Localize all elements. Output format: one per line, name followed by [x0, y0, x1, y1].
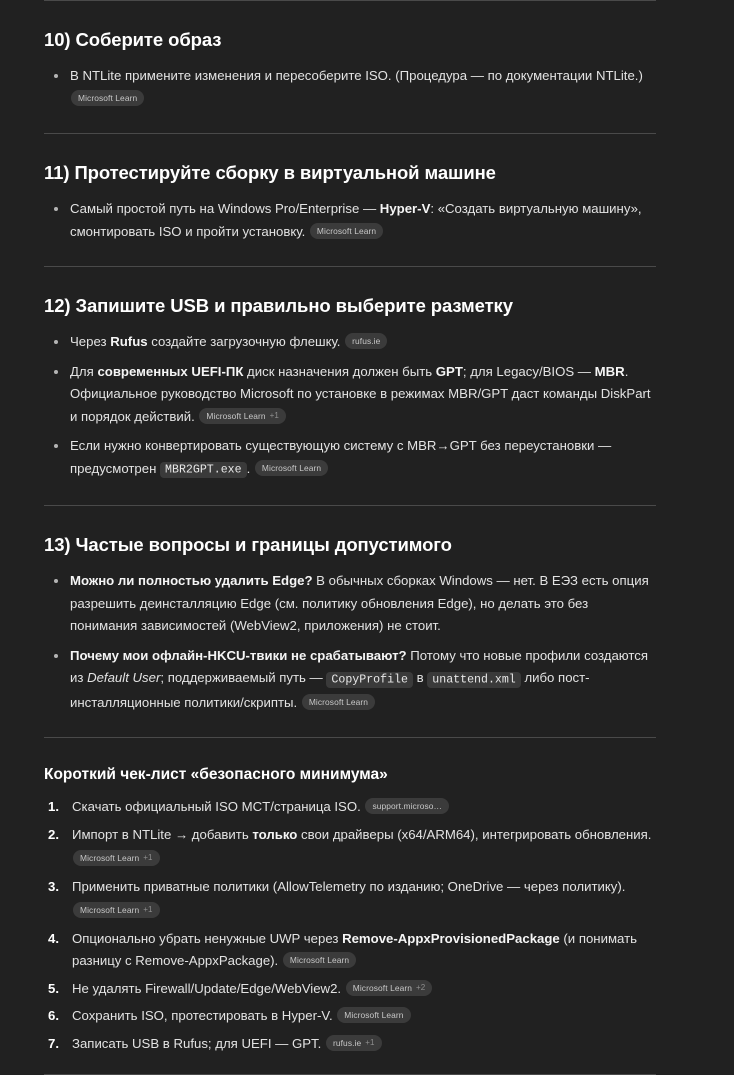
- bullet-bold-part: Rufus: [110, 334, 148, 349]
- citation-chip-label: Microsoft Learn: [308, 696, 369, 707]
- bullet-bold-part: Почему мои офлайн-HKCU-твики не срабатывают?: [70, 647, 407, 663]
- checklist-text-part: Скачать официальный ISO MCT/страница ISO.: [72, 799, 361, 814]
- list-item: [44, 1005, 656, 1028]
- list-item: [44, 928, 656, 973]
- list-item: [44, 65, 656, 110]
- bullet-bold-part: GPT: [435, 363, 463, 379]
- bullet-text-part: Самый простой путь на Windows Pro/Enterprise —: [70, 201, 380, 216]
- checklist-text-part: (и понимать разницу с Remove-AppxPackage).: [72, 930, 637, 968]
- citation-chip-label: Microsoft Learn: [261, 462, 322, 473]
- list-item: [44, 570, 656, 638]
- list-item: [44, 824, 656, 871]
- bullet-text-part: диск назначения должен быть: [243, 363, 436, 379]
- citation-chip-label: Microsoft Learn: [206, 410, 266, 421]
- citation-chip[interactable]: [326, 1035, 382, 1051]
- bullet-text-part: Если нужно конвертировать существующую систему с MBR→GPT без переустановки — предусмотрен: [70, 438, 612, 476]
- checklist-section: [44, 738, 656, 1074]
- list-item: [44, 876, 656, 923]
- citation-chip[interactable]: [302, 694, 375, 710]
- section-13-bullet-list: [44, 570, 656, 714]
- inline-code: MBR2GPT.exe: [160, 462, 247, 478]
- bullet-text-part: : «Создать виртуальную машину», смонтировать ISO и пройти установку.: [70, 201, 642, 239]
- citation-chip[interactable]: [199, 408, 286, 424]
- citation-chip[interactable]: [283, 952, 356, 968]
- bullet-text-part: ; для Legacy/BIOS —: [462, 363, 595, 379]
- bullet-text-part: Потому что новые профили создаются из: [70, 647, 649, 685]
- list-item: [44, 435, 656, 482]
- checklist-bold-part: Remove-AppxProvisionedPackage: [342, 930, 560, 946]
- checklist-list: [44, 796, 656, 1055]
- list-item: [44, 1033, 656, 1056]
- bullet-italic-part: Default User: [87, 670, 161, 685]
- citation-chip[interactable]: [310, 223, 383, 239]
- bullet-bold-part: современных UEFI-ПК: [97, 363, 244, 379]
- list-item: [44, 796, 656, 819]
- section-12: [44, 267, 656, 505]
- inline-code: unattend.xml: [427, 672, 521, 688]
- citation-chip-more: +1: [365, 1037, 375, 1047]
- inline-code: CopyProfile: [326, 672, 413, 688]
- bullet-text-part: создайте загрузочную флешку.: [147, 334, 341, 349]
- citation-chip-label: Microsoft Learn: [78, 92, 138, 103]
- list-item: [44, 645, 656, 715]
- citation-chip-more: +1: [269, 410, 279, 420]
- bullet-text-part: Через: [70, 334, 111, 349]
- citation-chip-label: Microsoft Learn: [352, 982, 412, 993]
- citation-chip-label: rufus.ie: [332, 1037, 362, 1048]
- section-13-title: 13) Частые вопросы и границы допустимого: [44, 534, 452, 555]
- bullet-text-part: В обычных сборках Windows — нет. В EЭЗ есть опция разрешить деинсталляцию Edge (см. политику обновления Edge), но делать это без понимания зависимостей (WebView2, приложения) не стоит.: [70, 573, 649, 633]
- bullet-text-part: Для: [70, 363, 98, 379]
- checklist-text-part: Опционально убрать ненужные UWP через: [72, 930, 343, 946]
- citation-chip-more: +2: [415, 982, 426, 992]
- citation-chip[interactable]: [71, 90, 144, 106]
- citation-chip-more: +1: [143, 853, 153, 862]
- checklist-text-part: Сохранить ISO, протестировать в Hyper-V.: [72, 1008, 333, 1023]
- citation-chip-label: Microsoft Learn: [80, 905, 140, 915]
- section-12-bullet-list: [44, 331, 656, 482]
- citation-chip[interactable]: [337, 1007, 410, 1023]
- checklist-text-part: Записать USB в Rufus; для UEFI — GPT.: [72, 1035, 322, 1051]
- citation-chip[interactable]: [255, 460, 328, 476]
- section-13: [44, 506, 656, 737]
- citation-chip[interactable]: [73, 902, 160, 918]
- bullet-text-part: ; поддерживаемый путь —: [160, 670, 327, 685]
- section-10: [44, 1, 656, 133]
- citation-chip[interactable]: [365, 798, 449, 814]
- checklist-title: Короткий чек-лист «безопасного минимума»: [44, 766, 388, 783]
- checklist-text-part: Применить приватные политики (AllowTelemetry по изданию; OneDrive — через политику).: [72, 878, 626, 894]
- citation-chip-label: Microsoft Learn: [344, 1010, 404, 1020]
- citation-chip-row: [72, 900, 656, 923]
- section-12-title: 12) Запишите USB и правильно выберите разметку: [44, 295, 513, 316]
- bullet-text: В NTLite примените изменения и пересоберите ISO. (Процедура — по документации NTLite.): [70, 68, 643, 83]
- citation-chip-row: [72, 848, 656, 871]
- citation-chip-label: rufus.ie: [352, 336, 381, 346]
- section-11: [44, 134, 656, 266]
- bullet-text-part: в: [412, 670, 428, 685]
- list-item: [44, 978, 656, 1001]
- citation-chip[interactable]: [73, 850, 160, 866]
- section-11-bullet-list: [44, 198, 656, 243]
- list-item: [44, 361, 656, 429]
- section-11-title: 11) Протестируйте сборку в виртуальной машине: [44, 162, 496, 183]
- bullet-bold-part: MBR: [594, 363, 625, 379]
- bullet-bold-part: Можно ли полностью удалить Edge?: [70, 573, 313, 588]
- citation-chip-more: +1: [143, 905, 153, 914]
- bullet-text-part: либо пост-инсталляционные политики/скрипты.: [70, 670, 590, 710]
- list-item: [44, 331, 656, 354]
- list-item: [44, 198, 656, 243]
- citation-chip[interactable]: [345, 333, 387, 349]
- citation-chip-label: Microsoft Learn: [316, 225, 377, 236]
- citation-chip-label: support.microso…: [372, 801, 443, 811]
- checklist-text-part: свои драйверы (x64/ARM64), интегрировать обновления.: [297, 826, 652, 842]
- citation-chip[interactable]: [346, 980, 433, 996]
- bullet-text-part: .: [246, 460, 251, 476]
- citation-chip-label: Microsoft Learn: [80, 853, 140, 863]
- bullet-bold-part: Hyper-V: [379, 201, 431, 216]
- section-10-bullet-list: [44, 65, 656, 110]
- section-10-title: 10) Соберите образ: [44, 29, 222, 50]
- citation-chip-label: Microsoft Learn: [289, 955, 350, 965]
- checklist-text-part: Импорт в NTLite → добавить: [72, 826, 253, 842]
- bullet-text-part: . Официальное руководство Microsoft по установке в режимах MBR/GPT даст команды DiskPart и порядок действий.: [70, 363, 651, 424]
- checklist-text-part: Не удалять Firewall/Update/Edge/WebView2.: [72, 980, 342, 996]
- checklist-bold-part: только: [252, 826, 298, 842]
